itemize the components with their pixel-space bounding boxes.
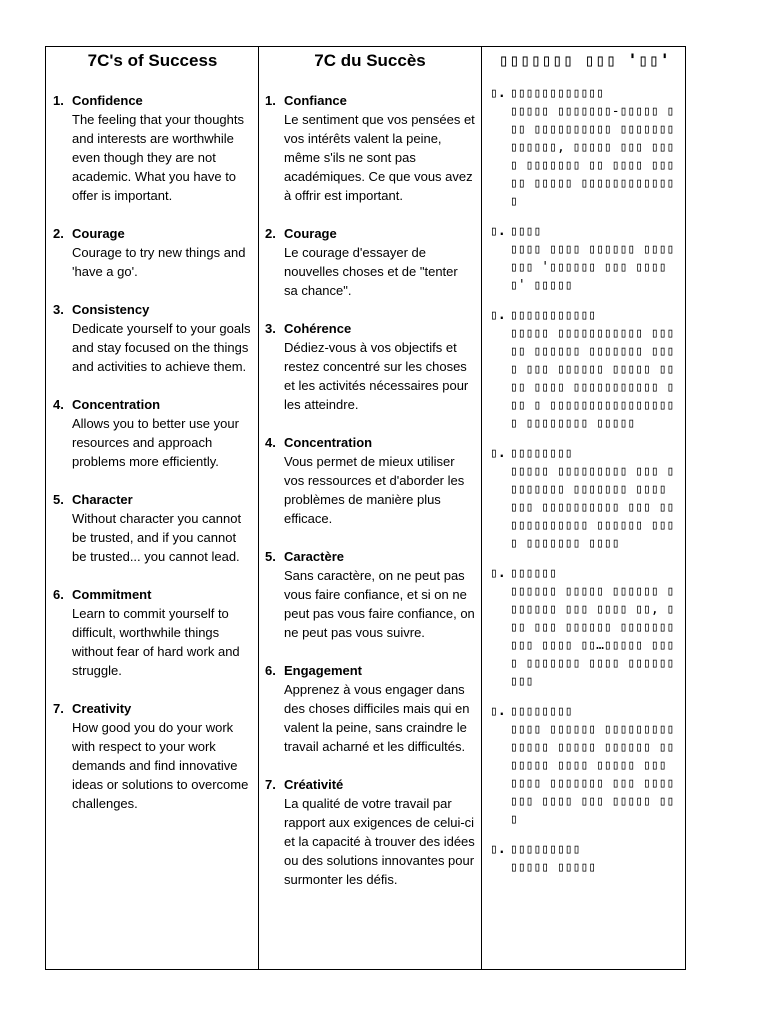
item-heading: Courage (72, 226, 125, 241)
item-description: Learn to commit yourself to difficult, worthwhile things without fear of hard work and struggle. (72, 606, 240, 678)
list-item (265, 775, 475, 889)
item-heading: Character (72, 492, 133, 507)
list-item (265, 661, 475, 756)
item-list (265, 91, 475, 889)
item-title (490, 307, 679, 325)
item-heading: ▯▯▯▯▯▯▯▯ (510, 446, 573, 461)
item-number: 6. (265, 663, 276, 678)
list-item (53, 490, 252, 566)
item-heading: Confidence (72, 93, 143, 108)
french-column (259, 47, 482, 969)
item-heading: ▯▯▯▯▯▯▯▯▯▯▯▯ (510, 86, 604, 101)
column-header: ▯▯▯▯▯▯▯ ▯▯▯ '▯▯' (498, 51, 671, 71)
item-number: ▯. (490, 842, 506, 857)
item-number: 4. (265, 435, 276, 450)
item-heading: Créativité (284, 777, 344, 792)
item-number: ▯. (490, 308, 506, 323)
column-header: 7C du Succès (314, 51, 426, 70)
item-heading: Confiance (284, 93, 347, 108)
item-heading: Engagement (284, 663, 363, 678)
unrendered-script-column (482, 47, 685, 969)
item-title (265, 224, 475, 243)
item-heading: Courage (284, 226, 337, 241)
item-title (53, 224, 252, 243)
item-number: 2. (265, 226, 276, 241)
item-list (53, 91, 252, 813)
item-number: 2. (53, 226, 64, 241)
item-heading: Concentration (72, 397, 161, 412)
item-heading: Creativity (72, 701, 132, 716)
item-number: ▯. (490, 704, 506, 719)
item-title (265, 547, 475, 566)
item-number: ▯. (490, 566, 506, 581)
item-heading: ▯▯▯▯▯▯ (510, 566, 557, 581)
item-description: Vous permet de mieux utiliser vos ressources et d'aborder les problèmes de manière plus efficace. (284, 454, 465, 526)
item-title (53, 300, 252, 319)
item-description: ▯▯▯▯▯▯ ▯▯▯▯▯ ▯▯▯▯▯▯ ▯▯▯▯▯▯▯ ▯▯▯ ▯▯▯▯ ▯▯, ▯▯▯ ▯▯▯ ▯▯▯▯▯▯ ▯▯▯▯▯▯▯ ▯▯▯ ▯▯▯▯ ▯▯…▯▯▯▯▯ ▯▯▯▯ ▯▯▯▯▯▯▯ ▯▯▯▯ ▯▯▯▯▯▯ ▯▯▯ (510, 584, 675, 689)
item-heading: Concentration (284, 435, 373, 450)
item-description: Apprenez à vous engager dans des choses difficiles mais qui en valent la peine, sans craindre le travail acharné et les difficultés. (284, 682, 470, 754)
list-item (265, 319, 475, 414)
item-description: Dédiez-vous à vos objectifs et restez concentré sur les choses et les activités nécessaires pour les atteindre. (284, 340, 469, 412)
list-item (490, 703, 679, 829)
item-title (490, 703, 679, 721)
list-item (53, 224, 252, 281)
item-title (490, 223, 679, 241)
list-item (490, 565, 679, 691)
item-title (53, 490, 252, 509)
item-description: ▯▯▯▯▯ ▯▯▯▯▯ (510, 860, 597, 875)
list-item (490, 841, 679, 877)
list-item (265, 91, 475, 205)
item-number: 5. (265, 549, 276, 564)
item-description: Le courage d'essayer de nouvelles choses et de "tenter sa chance". (284, 245, 458, 298)
item-number: 1. (265, 93, 276, 108)
item-title (265, 91, 475, 110)
item-number: 3. (265, 321, 276, 336)
item-title (265, 319, 475, 338)
item-description: ▯▯▯▯▯ ▯▯▯▯▯▯▯▯▯▯▯ ▯▯▯▯▯ ▯▯▯▯▯▯ ▯▯▯▯▯▯▯ ▯▯▯▯ ▯▯▯ ▯▯▯▯▯▯ ▯▯▯▯▯ ▯▯▯▯ ▯▯▯▯ ▯▯▯▯▯▯▯▯▯▯▯ ▯▯▯ ▯ ▯▯▯▯▯▯▯▯▯▯▯▯▯▯▯▯▯ ▯▯▯▯▯▯▯▯ ▯▯▯▯▯ (510, 326, 675, 431)
item-description: Allows you to better use your resources and approach problems more efficiently. (72, 416, 239, 469)
list-item (490, 223, 679, 295)
item-number: 1. (53, 93, 64, 108)
item-title (53, 699, 252, 718)
item-title (490, 445, 679, 463)
item-description: ▯▯▯▯▯ ▯▯▯▯▯▯▯▯▯ ▯▯▯ ▯▯▯▯▯▯▯▯ ▯▯▯▯▯▯▯ ▯▯▯▯ ▯▯▯ ▯▯▯▯▯▯▯▯▯▯ ▯▯▯ ▯▯▯▯▯▯▯▯▯▯▯▯ ▯▯▯▯▯▯ ▯▯▯▯ ▯▯▯▯▯▯▯ ▯▯▯▯ (510, 464, 675, 551)
success-table (45, 46, 686, 970)
item-title (265, 775, 475, 794)
list-item (490, 307, 679, 433)
list-item (53, 300, 252, 376)
list-item (53, 91, 252, 205)
item-title (265, 661, 475, 680)
item-number: ▯. (490, 224, 506, 239)
list-item (265, 547, 475, 642)
item-number: 5. (53, 492, 64, 507)
item-heading: ▯▯▯▯ (510, 224, 542, 239)
item-heading: ▯▯▯▯▯▯▯▯▯ (510, 842, 581, 857)
item-number: ▯. (490, 86, 506, 101)
item-description: ▯▯▯▯ ▯▯▯▯▯▯ ▯▯▯▯▯▯▯▯▯ ▯▯▯▯▯ ▯▯▯▯▯ ▯▯▯▯▯▯ ▯▯▯▯▯▯▯ ▯▯▯▯ ▯▯▯▯▯ ▯▯▯ ▯▯▯▯ ▯▯▯▯▯▯▯ ▯▯▯ ▯▯▯▯▯▯▯ ▯▯▯▯ ▯▯▯ ▯▯▯▯▯ ▯▯▯ (510, 722, 675, 827)
item-number: ▯. (490, 446, 506, 461)
item-number: 3. (53, 302, 64, 317)
item-title (490, 565, 679, 583)
item-description: Courage to try new things and 'have a go'. (72, 245, 246, 279)
item-heading: Commitment (72, 587, 152, 602)
list-item (265, 224, 475, 300)
item-description: Dedicate yourself to your goals and stay focused on the things and activities to achieve them. (72, 321, 251, 374)
item-list (490, 85, 679, 877)
item-description: Without character you cannot be trusted, and if you cannot be trusted... you cannot lead. (72, 511, 242, 564)
english-column (46, 47, 259, 969)
item-heading: ▯▯▯▯▯▯▯▯▯▯▯ (510, 308, 597, 323)
list-item (53, 699, 252, 813)
item-description: ▯▯▯▯ ▯▯▯▯ ▯▯▯▯▯▯ ▯▯▯▯ ▯▯▯ '▯▯▯▯▯▯ ▯▯▯ ▯▯▯▯▯' ▯▯▯▯▯ (510, 242, 675, 293)
item-title (53, 395, 252, 414)
column-header: 7C's of Success (87, 51, 218, 70)
item-number: 7. (53, 701, 64, 716)
item-heading: Cohérence (284, 321, 352, 336)
item-number: 6. (53, 587, 64, 602)
item-heading: Consistency (72, 302, 150, 317)
item-title (490, 85, 679, 103)
item-title (53, 91, 252, 110)
list-item (53, 585, 252, 680)
item-title (53, 585, 252, 604)
list-item (265, 433, 475, 528)
item-number: 7. (265, 777, 276, 792)
item-description: Le sentiment que vos pensées et vos intérêts valent la peine, même s'ils ne sont pas académiques. Ce que vous avez à offrir est important. (284, 112, 475, 203)
item-title (490, 841, 679, 859)
item-description: Sans caractère, on ne peut pas vous faire confiance, et si on ne peut pas vous faire confiance, on ne peut pas vous suivre. (284, 568, 475, 640)
item-heading: Caractère (284, 549, 344, 564)
item-description: How good you do your work with respect to your work demands and find innovative ideas or solutions to overcome challenges. (72, 720, 249, 811)
item-number: 4. (53, 397, 64, 412)
item-heading: ▯▯▯▯▯▯▯▯ (510, 704, 573, 719)
item-description: The feeling that your thoughts and interests are worthwhile even though they are not academic. What you have to offer is important. (72, 112, 245, 203)
item-title (265, 433, 475, 452)
item-description: La qualité de votre travail par rapport aux exigences de celui-ci et la capacité à trouver des idées ou des solutions innovantes pour surmonter les défis. (284, 796, 475, 887)
list-item (53, 395, 252, 471)
list-item (490, 85, 679, 211)
list-item (490, 445, 679, 553)
item-description: ▯▯▯▯▯ ▯▯▯▯▯▯▯-▯▯▯▯▯ ▯▯▯ ▯▯▯▯▯▯▯▯▯▯ ▯▯▯▯▯▯▯▯▯▯▯▯▯, ▯▯▯▯▯ ▯▯▯ ▯▯▯▯ ▯▯▯▯▯▯▯ ▯▯ ▯▯▯▯ ▯▯▯▯▯ ▯▯▯▯▯ ▯▯▯▯▯▯▯▯▯▯▯▯▯ (510, 104, 675, 209)
